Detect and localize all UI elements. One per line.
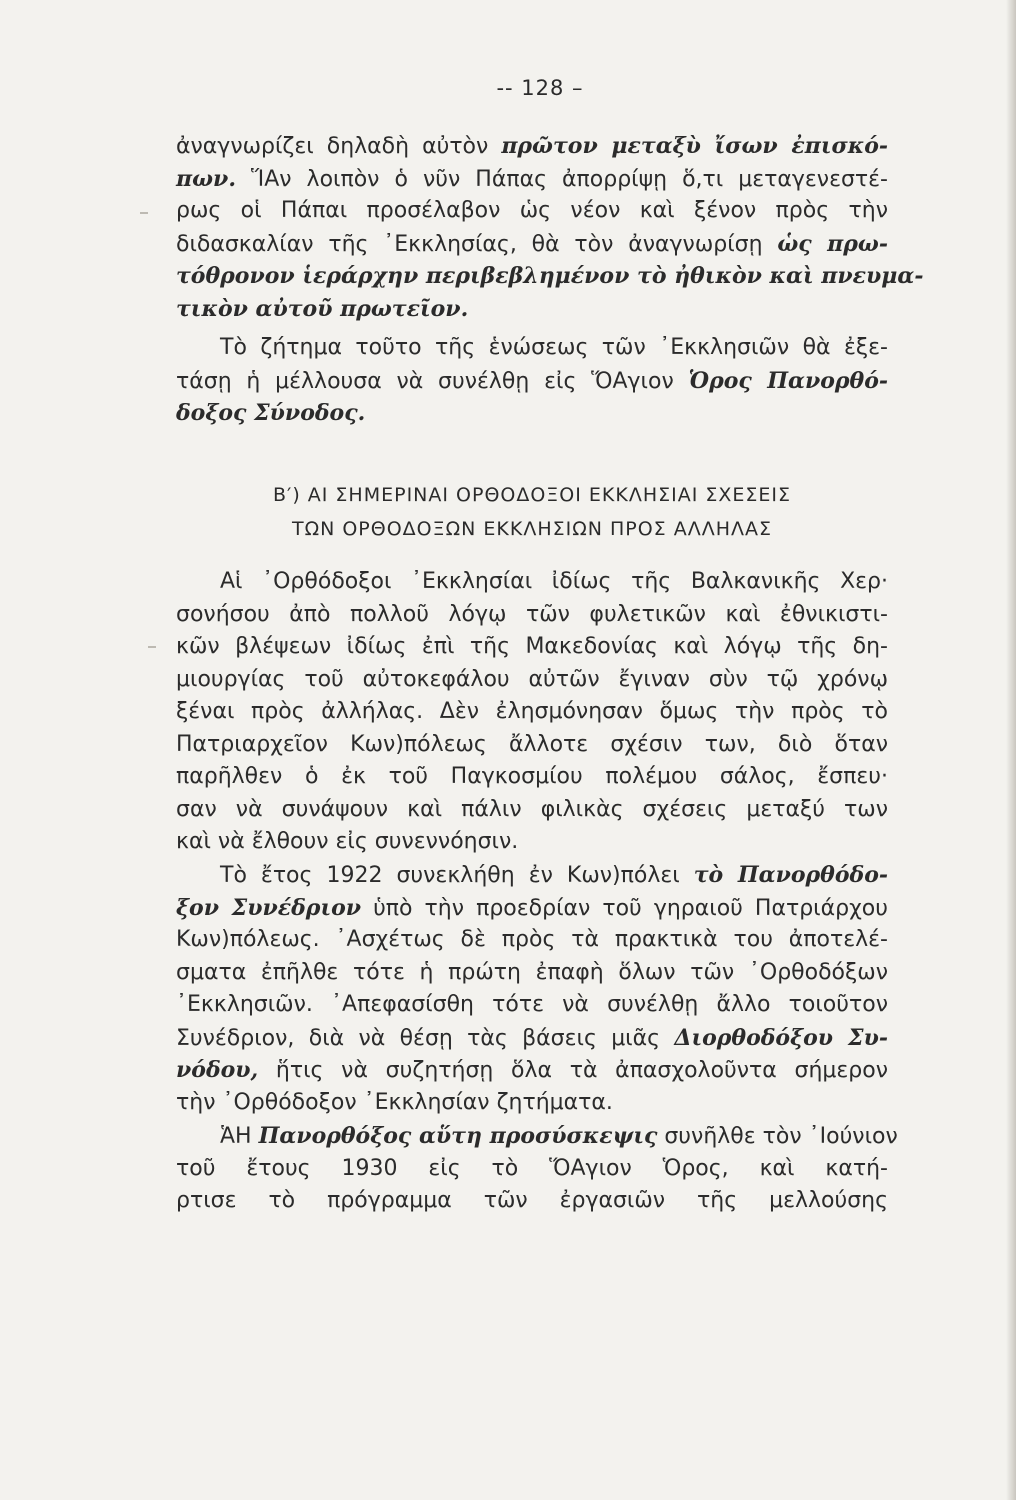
margin-speck (140, 212, 148, 214)
text-line: Τὸ ἔτος 1922 συνεκλήθη ἐν Κων)πόλει τὸ Πανορθόδο- (220, 862, 888, 888)
text-line: καὶ νὰ ἔλθουν εἰς συνεννόησιν. (176, 829, 519, 854)
paragraph-4 (176, 859, 888, 1119)
text-line: διδασκαλίαν τῆς ᾿Εκκλησίας, θὰ τὸν ἀναγνωρίσῃ ὡς πρω- (176, 230, 888, 257)
page-number: -- 128 – (496, 76, 584, 100)
text-line: Συνέδριον, διὰ νὰ θέσῃ τὰς βάσεις μιᾶς Διορθοδόξου Συ- (176, 1024, 888, 1051)
text-line: τόθρονον ἱεράρχην περιβεβλημένον τὸ ἠθικὸν καὶ πνευμα- (176, 263, 924, 289)
text-line: δοξος Σύνοδος. (176, 400, 366, 426)
text-line: Πατριαρχεῖον Κων)πόλεως ἄλλοτε σχέσιν των, διὸ ὅταν (176, 731, 888, 757)
text-line: ρτισε τὸ πρόγραμμα τῶν ἐργασιῶν τῆς μελλούσης (176, 1188, 888, 1213)
text-line: ξον Συνέδριον ὑπὸ τὴν προεδρίαν τοῦ γηραιοῦ Πατριάρχου (176, 894, 888, 921)
text-line: τὴν ᾿Ορθόδοξον ᾿Εκκλησίαν ζητήματα. (176, 1089, 613, 1115)
section-heading (176, 478, 888, 546)
text-line: ρως οἱ Πάπαι προσέλαβον ὡς νέον καὶ ξένον πρὸς τὴν (176, 198, 888, 223)
text-line: σονήσου ἀπὸ πολλοῦ λόγῳ τῶν φυλετικῶν καὶ ἐθνικιστι- (176, 601, 888, 627)
emphasis-text: Διορθοδόξου Συ- (674, 1024, 888, 1051)
paragraph-3 (176, 566, 888, 859)
emphasis-text: Ὁρος Πανορθό- (688, 367, 889, 394)
text-line: μιουργίας τοῦ αὐτοκεφάλου αὐτῶν ἔγιναν σὺν τῷ χρόνῳ (176, 666, 888, 692)
emphasis-text: πρῶτον μεταξὺ ἴσων ἐπισκό- (501, 133, 888, 159)
text-line: κῶν βλέψεων ἰδίως ἐπὶ τῆς Μακεδονίας καὶ λόγῳ τῆς δη- (176, 634, 888, 659)
text-line: Κων)πόλεως. ᾿Ασχέτως δὲ πρὸς τὰ πρακτικὰ του ἀποτελέ- (176, 927, 888, 952)
text-line: σαν νὰ συνάψουν καὶ πάλιν φιλικὰς σχέσεις μεταξύ των (176, 796, 888, 822)
emphasis-text: τὸ Πανορθόδο- (693, 862, 888, 888)
emphasis-text: νόδου, (176, 1057, 259, 1083)
text-line: ξέναι πρὸς ἀλλήλας. Δὲν ἐλησμόνησαν ὅμως τὴν πρὸς τὸ (176, 699, 888, 724)
emphasis-text: πων. (176, 165, 236, 192)
text-line: παρῆλθεν ὁ ἐκ τοῦ Παγκοσμίου πολέμου σάλος, ἔσπευ· (176, 764, 888, 789)
heading-line: Β′) ΑΙ ΣΗΜΕΡΙΝΑΙ ΟΡΘΟΔΟΞΟΙ ΕΚΚΛΗΣΙΑΙ ΣΧΕΣΕΙΣ (272, 484, 792, 506)
text-line: νόδου, ἥτις νὰ συζητήσῃ ὅλα τὰ ἀπασχολοῦντα σήμερον (176, 1057, 888, 1083)
text-line: σματα ἐπῆλθε τότε ἡ πρώτη ἐπαφὴ ὅλων τῶν ᾿Ορθοδόξων (176, 959, 888, 985)
emphasis-text: Πανορθόξος αὕτη προσύσκεψις (258, 1123, 658, 1149)
text-line: ἀναγνωρίζει δηλαδὴ αὐτὸν πρῶτον μεταξὺ ἴσων ἐπισκό- (176, 133, 888, 159)
paragraph-1 (176, 130, 924, 325)
paragraph-2 (176, 332, 888, 430)
heading-line: ΤΩΝ ΟΡΘΟΔΟΞΩΝ ΕΚΚΛΗΣΙΩΝ ΠΡΟΣ ΑΛΛΗΛΑΣ (291, 518, 773, 540)
text-line: τοῦ ἔτους 1930 εἰς τὸ ὍΑγιον Ὁρος, καὶ κατή- (176, 1155, 888, 1181)
page-edge-shadow (1006, 0, 1016, 1500)
text-line: τικὸν αὐτοῦ πρωτεῖον. (176, 295, 469, 322)
text-line: πων. ἽΑν λοιπὸν ὁ νῦν Πάπας ἀπορρίψῃ ὅ,τι μεταγενεστέ- (176, 165, 888, 192)
emphasis-text: ξον Συνέδριον (176, 894, 362, 921)
paragraph-5 (176, 1120, 898, 1218)
emphasis-text: ὡς πρω- (777, 230, 888, 257)
margin-speck (148, 646, 156, 648)
text-line: Τὸ ζήτημα τοῦτο τῆς ἑνώσεως τῶν ᾿Εκκλησιῶν θὰ ἐξε- (220, 335, 888, 360)
text-line: ἉΗ Πανορθόξος αὕτη προσύσκεψις συνῆλθε τὸν ᾿Ιούνιον (220, 1123, 898, 1149)
text-line: τάσῃ ἡ μέλλουσα νὰ συνέλθῃ εἰς ὍΑγιον Ὁρος Πανορθό- (176, 367, 889, 394)
text-line: Αἱ ᾿Ορθόδοξοι ᾿Εκκλησίαι ἰδίως τῆς Βαλκανικῆς Χερ· (220, 569, 888, 594)
text-line: ᾿Εκκλησιῶν. ᾿Απεφασίσθη τότε νὰ συνέλθῃ ἄλλο τοιοῦτον (176, 992, 888, 1017)
